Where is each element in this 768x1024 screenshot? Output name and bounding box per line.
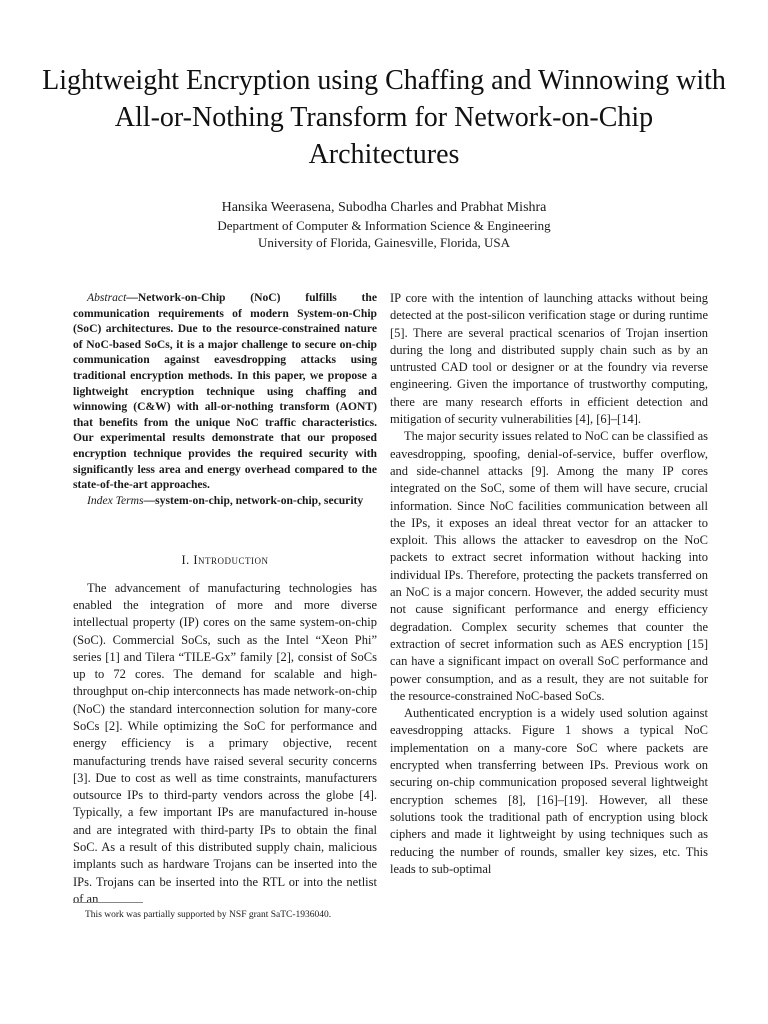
affiliation-university: University of Florida, Gainesville, Florida, USA bbox=[257, 235, 511, 250]
section-heading-introduction: I. Introduction bbox=[181, 553, 269, 568]
intro-paragraph-1: The advancement of manufacturing technologies has enabled the integration of more and more diverse intellectual property (IP) cores on the same system-on-chip (SoC). Commercial SoCs, such as the Intel “Xeon Phi” series [1] and Tilera “TILE-Gx” family [2], consist of SoCs up to 72 cores. The demand for scalable and high-throughput on-chip interconnects has made network-on-chip (NoC) the standard interconnection solution for many-core SoCs [2]. While optimizing the SoC for performance and energy efficiency is a primary objective, recent manufacturing trends have raised several security concerns [3]. Due to cost as well as time constraints, manufacturers outsource IPs to third-party vendors across the globe [4]. Typically, a few important IPs are manufactured in-house and are integrated with third-party IPs to obtain the final SoC. As a result of this distributed supply chain, malicious implants such as hardware Trojans can be inserted into the IPs. Trojans can be inserted into the RTL or into the netlist of an bbox=[73, 580, 377, 906]
index-terms-lead: Index Terms bbox=[87, 493, 144, 507]
index-terms-text: —system-on-chip, network-on-chip, security bbox=[143, 493, 364, 507]
abstract bbox=[73, 290, 377, 493]
right-paragraph-1: IP core with the intention of launching attacks without being detected at the post-silicon verification stage or during runtime [5]. There are several practical scenarios of Trojan insertion during the long and distributed supply chain such as by an untrusted CAD tool or designer or at the foundry via reverse engineering. Given the importance of trustworthy computing, there are many research efforts in efficient detection and mitigation of security vulnerabilities [4], [6]–[14]. bbox=[390, 291, 708, 427]
index-terms bbox=[73, 493, 377, 509]
right-column bbox=[390, 290, 708, 878]
footnote-divider bbox=[73, 902, 143, 903]
abstract-lead: Abstract bbox=[87, 291, 127, 304]
affiliation-department: Department of Computer & Information Science & Engineering bbox=[217, 218, 551, 233]
funding-footnote: This work was partially supported by NSF grant SaTC-1936040. bbox=[85, 910, 332, 920]
right-paragraph-3: Authenticated encryption is a widely used solution against eavesdropping attacks. Figure 1 shows a typical NoC implementation on a many-core SoC where packets are encrypted when transferring between IPs. Previous work on securing on-chip communication proposed several lightweight encryption schemes [8], [16]–[19]. However, all these solutions took the traditional path of encryption using block ciphers and made it lightweight by using techniques such as reducing the number of rounds, smaller key sizes, etc. This leads to sub-optimal bbox=[390, 706, 708, 876]
right-paragraph-2: The major security issues related to NoC can be classified as eavesdropping, spoofing, denial-of-service, buffer overflow, and side-channel attacks [9]. Among the many IP cores integrated on the SoC, some of them will have secure, crucial information. Since NoC facilities communication between all the IPs, it exposes an ideal threat vector for an attacker to exploit. This allows the attacker to eavesdrop on the NoC packets to extract secret information without hacking into individual IPs. Therefore, protecting the packets transferred on an NoC is a major concern. However, the added security must not cause significant performance and energy efficiency degradation. Complex security schemes that counter the extraction of secret information such as AES encryption [15] can have a significant impact on overall SoC performance and power consumption, and as a result, they are not suitable for the resource-constrained NoC-based SoCs. bbox=[390, 429, 708, 703]
abstract-text: —Network-on-Chip (NoC) fulfills the communication requirements of modern System-on-Chip (SoC) architectures. Due to the resource-constrained nature of NoC-based SoCs, it is a major challenge to secure on-chip communication against eavesdropping attacks using traditional encryption methods. In this paper, we propose a lightweight encryption technique using chaffing and winnowing (C&W) with all-or-nothing transform (AONT) that benefits from the unique NoC traffic characteristics. Our experimental results demonstrate that our proposed encryption technique provides the required security with significantly less area and energy overhead compared to the state-of-the-art approaches. bbox=[73, 291, 377, 492]
left-column bbox=[73, 290, 377, 908]
author-list: Hansika Weerasena, Subodha Charles and Prabhat Mishra bbox=[221, 200, 547, 215]
paper-title: Lightweight Encryption using Chaffing and Winnowing with All-or-Nothing Transform for Network-on-Chip Architectures bbox=[42, 65, 726, 170]
